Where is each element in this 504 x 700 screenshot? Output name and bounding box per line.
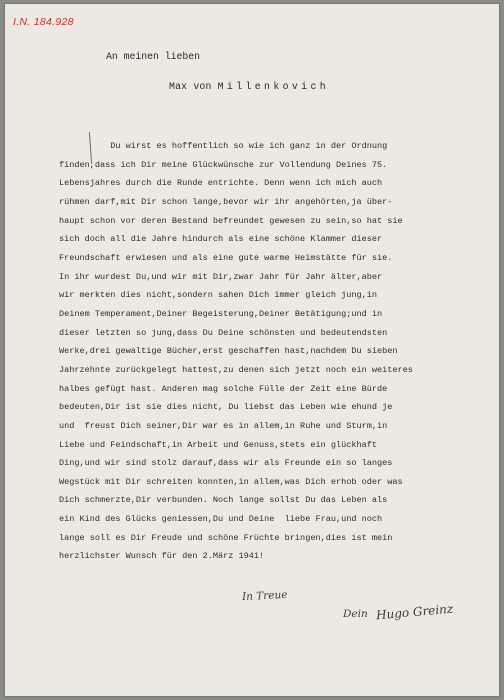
letter-line: und freust Dich seiner,Dir war es in allem,in Ruhe und Sturm,in	[59, 420, 388, 431]
letter-line: sich doch all die Jahre hindurch als eine schöne Klammer dieser	[59, 234, 383, 245]
recipient-first-name: Max von	[169, 81, 212, 92]
letter-line: lange soll es Dir Freude und schöne Früchte bringen,dies ist mein	[59, 532, 393, 543]
salutation: An meinen lieben	[106, 51, 201, 62]
archive-mark: I.N. 184.928	[13, 16, 74, 28]
signature-prefix: Dein	[343, 608, 368, 620]
letter-line: finden,dass ich Dir meine Glückwünsche zur Vollendung Deines 75.	[59, 159, 388, 170]
letter-line: haupt schon vor deren Bestand befreundet gewesen zu sein,so hat sie	[59, 215, 403, 226]
letter-line: Du wirst es hoffentlich so wie ich ganz in der Ordnung	[59, 141, 388, 151]
letter-line: Wegstück mit Dir schreiten konnten,in allem,was Dich erhob oder was	[59, 476, 403, 487]
letter-line: wir merkten dies nicht,sondern sahen Dich immer gleich jung,in	[59, 290, 377, 301]
letter-line: dieser letzten so jung,dass Du Deine schönsten und bedeutendsten	[59, 327, 388, 338]
letter-line: Jahrzehnte zurückgelegt hattest,zu denen sich jetzt noch ein weiteres	[59, 364, 413, 375]
letter-page	[5, 4, 499, 696]
recipient-name	[169, 81, 329, 92]
letter-line: Deinem Temperament,Deiner Begeisterung,Deiner Betätigung;und in	[59, 308, 383, 319]
letter-line: Liebe und Feindschaft,in Arbeit und Genuss,stets ein glückhaft	[59, 439, 377, 450]
recipient-last-name: Millenkovich	[217, 81, 330, 92]
letter-line: bedeuten,Dir ist sie dies nicht, Du liebst das Leben wie ehund je	[59, 402, 393, 413]
letter-line: Ding,und wir sind stolz darauf,dass wir als Freunde ein so langes	[59, 458, 393, 469]
signature-handwritten: Hugo Greinz	[375, 601, 454, 623]
letter-line: Freundschaft erwiesen und als eine gute warme Heimstätte für sie.	[59, 252, 393, 263]
letter-line: herzlichster Wunsch für den 2.März 1941!	[59, 551, 265, 562]
letter-line: Lebensjahres durch die Runde entrichte. Denn wenn ich mich auch	[59, 178, 383, 189]
letter-line: ein Kind des Glücks geniessen,Du und Deine liebe Frau,und noch	[59, 514, 383, 525]
letter-line: Werke,drei gewaltige Bücher,erst geschaffen hast,nachdem Du sieben	[59, 346, 398, 357]
closing-handwritten: In Treue	[241, 588, 288, 604]
letter-body	[59, 137, 479, 566]
letter-line: rühmen darf,mit Dir schon lange,bevor wir ihr angehörten,ja über-	[59, 196, 393, 207]
letter-line: In ihr wurdest Du,und wir mit Dir,zwar Jahr für Jahr älter,aber	[59, 271, 383, 282]
letter-line: halbes gefügt hast. Anderen mag solche Fülle der Zeit eine Bürde	[59, 383, 388, 394]
letter-line: Dich schmerzte,Dir verbunden. Noch lange sollst Du das Leben als	[59, 495, 388, 506]
